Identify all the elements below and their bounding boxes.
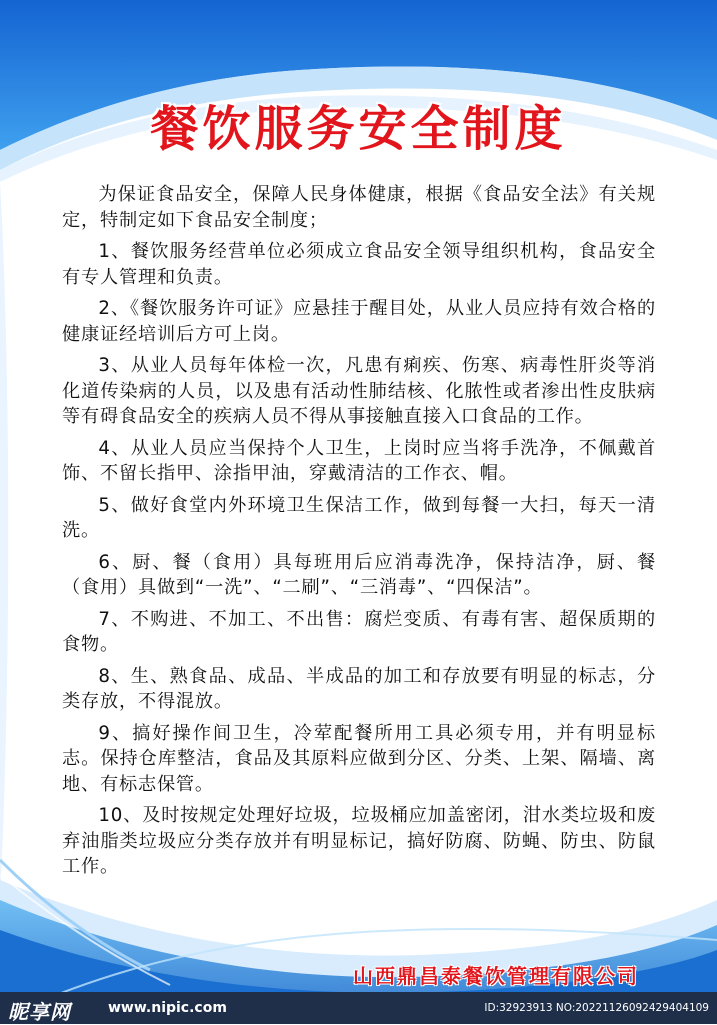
intro-paragraph: 为保证食品安全，保障人民身体健康，根据《食品安全法》有关规定，特制定如下食品安全制度； [62,184,656,231]
rule-item: 2、《餐饮服务许可证》应悬挂于醒目处，从业人员应持有效合格的健康证经培训后方可上岗。 [62,298,656,345]
rule-item: 7、不购进、不加工、不出售：腐烂变质、有毒有害、超保质期的食物。 [62,608,656,655]
page-title: 餐饮服务安全制度 [150,101,567,157]
rule-item: 9、搞好操作间卫生，冷荤配餐所用工具必须专用，并有明显标志。保持仓库整洁，食品及其原料应做到分区、分类、上架、隔墙、离地、有标志保管。 [62,722,656,795]
rule-item: 6、厨、餐（食用）具每班用后应消毒洗净，保持洁净，厨、餐（食用）具做到“一洗”、“二刷”、“三消毒”、“四保洁”。 [62,551,656,598]
rule-item: 10、及时按规定处理好垃圾，垃圾桶应加盖密闭，泔水类垃圾和废弃油脂类垃圾应分类存放并有明显标记，搞好防腐、防蝇、防虫、防鼠工作。 [62,805,656,877]
rule-item: 4、从业人员应当保持个人卫生，上岗时应当将手洗净，不佩戴首饰、不留长指甲、涂指甲油，穿戴清洁的工作衣、帽。 [62,437,656,484]
watermark-id: ID:32923913 NO:20221126092429404109 [484,1002,709,1014]
rule-item: 3、从业人员每年体检一次，凡患有痢疾、伤寒、病毒性肝炎等消化道传染病的人员，以及患有活动性肺结核、化脓性或者渗出性皮肤病等有碍食品安全的疾病人员不得从事接触直接入口食品的工作。 [62,355,656,427]
rule-item: 8、生、熟食品、成品、半成品的加工和存放要有明显的标志，分类存放，不得混放。 [62,665,656,712]
rule-item: 5、做好食堂内外环境卫生保洁工作，做到每餐一大扫，每天一清洗。 [62,494,656,541]
company-name: 山西鼎昌泰餐饮管理有限公司 [353,964,639,988]
regulation-text [62,182,656,886]
watermark-site: www.nipic.com [108,1000,227,1016]
rule-item: 1、餐饮服务经营单位必须成立食品安全领导组织机构，食品安全有专人管理和负责。 [62,241,656,288]
watermark-logo: 昵享网 [8,1000,71,1024]
